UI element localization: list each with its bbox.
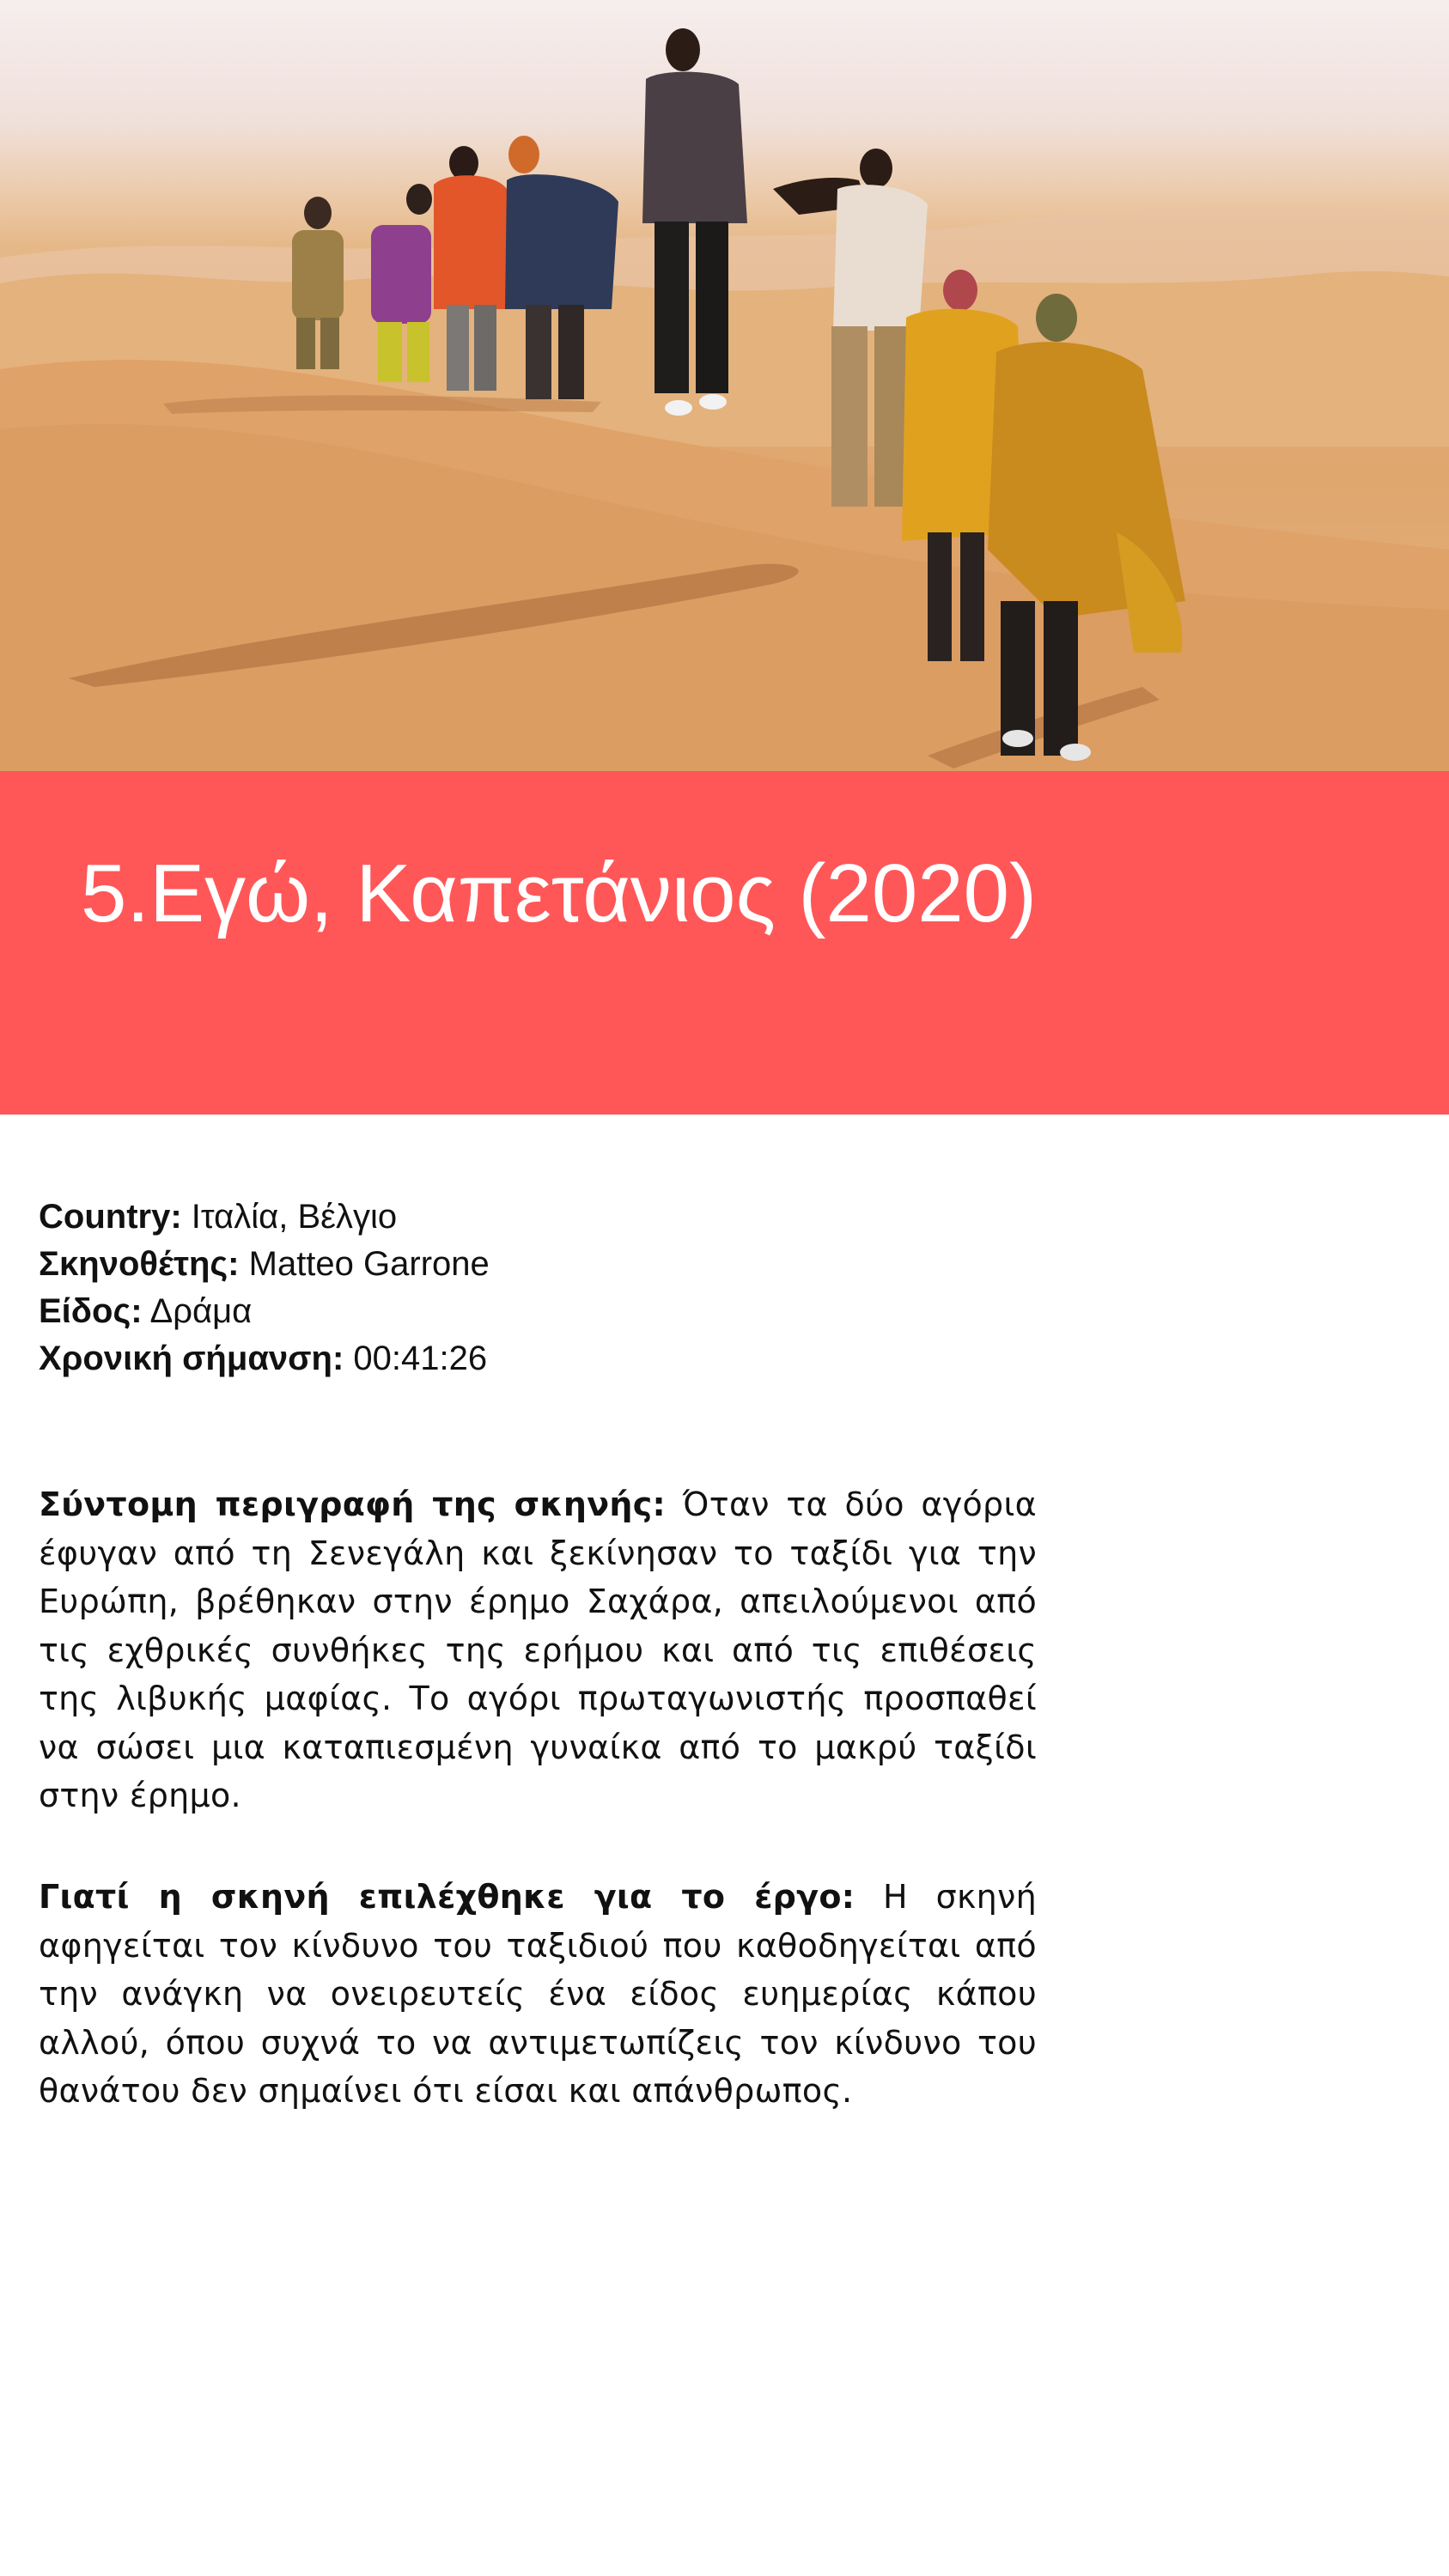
country-label: Country: [39,1198,182,1236]
scene-description [39,1480,1037,1820]
selection-reason-label: Γιατί η σκηνή επιλέχθηκε για το έργο: [39,1878,855,1916]
scene-description-text: Όταν τα δύο αγόρια έφυγαν από τη Σενεγάλη και ξεκίνησαν το ταξίδι για την Ευρώπη, βρέθηκαν στην έρημο Σαχάρα, απειλούμενοι από τις εχθρικές συνθήκες της ερήμου και από τις επιθέσεις της λιβυκής μαφίας. Το αγόρι πρωταγωνιστής προσπαθεί να σώσει μια καταπιεσμένη γυναίκα από το μακρύ ταξίδι στην έρημο. [39,1485,1037,1814]
selection-reason [39,1873,1037,2116]
genre-value: Δράμα [149,1292,253,1330]
timestamp-row [39,1335,1035,1382]
country-value: Ιταλία, Βέλγιο [191,1198,398,1236]
timestamp-value: 00:41:26 [353,1340,488,1377]
hero-photo [0,0,1449,771]
title-banner [0,771,1449,1115]
country-row [39,1194,1035,1241]
director-row [39,1241,1035,1288]
page-title: 5.Εγώ, Καπετάνιος (2020) [81,848,1037,939]
desert-scene [0,0,1449,771]
director-label: Σκηνοθέτης: [39,1245,240,1283]
timestamp-label: Χρονική σήμανση: [39,1340,344,1377]
scene-description-label: Σύντομη περιγραφή της σκηνής: [39,1485,667,1523]
genre-row [39,1288,1035,1335]
film-metadata [39,1194,1035,1382]
selection-reason-text: Η σκηνή αφηγείται τον κίνδυνο του ταξιδιού που καθοδηγείται από την ανάγκη να ονειρευτείς ένα είδος ευημερίας κάπου αλλού, όπου συχνά το να αντιμετωπίζεις τον κίνδυνο του θανάτου δεν σημαίνει ότι είσαι και απάνθρωπος. [39,1878,1037,2110]
director-value: Matteo Garrone [248,1245,490,1283]
genre-label: Είδος: [39,1292,143,1330]
